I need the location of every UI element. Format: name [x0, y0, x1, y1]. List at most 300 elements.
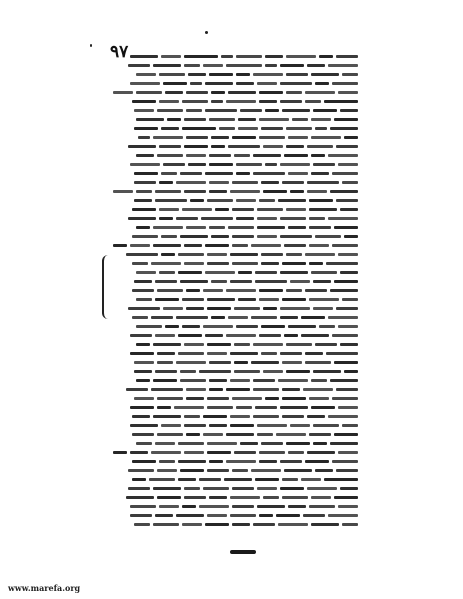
ink-word [207, 199, 233, 202]
ink-word [257, 217, 277, 220]
ink-word [155, 298, 179, 301]
ink-word [199, 478, 221, 481]
ink-word [153, 136, 183, 139]
manuscript-line [113, 295, 358, 304]
ink-word [153, 379, 177, 382]
ink-word [136, 73, 156, 76]
ink-word [205, 334, 223, 337]
ink-word [259, 334, 281, 337]
ink-speck [90, 44, 92, 47]
ink-word [180, 235, 208, 238]
ink-word [303, 388, 333, 391]
ink-word [176, 217, 198, 220]
ink-word [157, 469, 177, 472]
ink-word [328, 415, 358, 418]
ink-word [184, 190, 206, 193]
ink-word [136, 298, 152, 301]
ink-word [324, 478, 358, 481]
ink-word [307, 487, 337, 490]
ink-word [253, 154, 281, 157]
ink-word [311, 271, 337, 274]
ink-word [184, 64, 200, 67]
ink-word [209, 154, 231, 157]
ink-word [334, 118, 358, 121]
ink-word [153, 487, 181, 490]
manuscript-line [113, 277, 358, 286]
ink-word [265, 109, 279, 112]
ink-word [236, 82, 254, 85]
ink-word [134, 280, 152, 283]
ink-word [265, 55, 283, 58]
ink-word [234, 451, 256, 454]
ink-word [232, 244, 248, 247]
ink-word [190, 199, 204, 202]
ink-word [128, 64, 150, 67]
ink-word [313, 424, 339, 427]
ink-word [205, 244, 229, 247]
ink-word [280, 217, 306, 220]
manuscript-line [113, 250, 358, 259]
ink-word [315, 235, 341, 238]
ink-word [288, 172, 308, 175]
manuscript-line [113, 304, 358, 313]
ink-word [290, 280, 310, 283]
ink-word [130, 352, 154, 355]
ink-word [280, 271, 308, 274]
ink-word [203, 64, 223, 67]
ink-word [226, 100, 256, 103]
ink-word [203, 289, 223, 292]
ink-word [332, 334, 358, 337]
ink-word [286, 91, 302, 94]
ink-word [286, 73, 308, 76]
ink-word [234, 154, 250, 157]
ink-word [155, 370, 177, 373]
ink-word [205, 172, 233, 175]
watermark: www.marefa.org [8, 583, 81, 593]
ink-word [155, 199, 187, 202]
ink-word [276, 433, 306, 436]
ink-word [130, 244, 150, 247]
ink-word [136, 226, 150, 229]
manuscript-line [113, 349, 358, 358]
manuscript-line [113, 124, 358, 133]
ink-word [182, 208, 212, 211]
ink-word [226, 334, 256, 337]
ink-word [282, 298, 306, 301]
ink-word [278, 199, 306, 202]
ink-word [236, 73, 250, 76]
ink-word [301, 334, 329, 337]
manuscript-line [113, 457, 358, 466]
ink-word [184, 496, 206, 499]
ink-word [230, 415, 250, 418]
ink-word [263, 307, 277, 310]
ink-word [199, 505, 229, 508]
ink-word [286, 442, 310, 445]
ink-word [259, 100, 277, 103]
manuscript-line [113, 385, 358, 394]
ink-word [165, 91, 183, 94]
ink-word [288, 451, 304, 454]
ink-word [113, 244, 127, 247]
ink-word [313, 163, 335, 166]
ink-word [153, 244, 181, 247]
ink-word [136, 154, 154, 157]
ink-word [236, 325, 258, 328]
manuscript-line [113, 223, 358, 232]
ink-word [284, 469, 312, 472]
ink-word [211, 235, 229, 238]
ink-word [315, 82, 329, 85]
ink-word [161, 127, 179, 130]
ink-word [332, 460, 358, 463]
manuscript-line [113, 286, 358, 295]
ink-word [259, 199, 275, 202]
ink-word [280, 487, 304, 490]
ink-word [205, 109, 237, 112]
ink-word [305, 253, 335, 256]
manuscript-line [113, 412, 358, 421]
ink-word [344, 136, 358, 139]
ink-word [332, 82, 358, 85]
ink-word [161, 235, 177, 238]
ink-word [330, 379, 358, 382]
ink-word [228, 316, 248, 319]
ink-word [301, 316, 325, 319]
ink-word [209, 118, 235, 121]
ink-word [163, 307, 183, 310]
ink-word [136, 271, 156, 274]
ink-word [286, 145, 304, 148]
ink-word [134, 361, 154, 364]
ink-word [305, 460, 329, 463]
manuscript-line [113, 88, 358, 97]
ink-word [186, 226, 206, 229]
ink-word [149, 478, 175, 481]
ink-word [305, 100, 321, 103]
ink-word [307, 181, 339, 184]
ink-word [288, 325, 316, 328]
ink-word [311, 523, 339, 526]
ink-word [130, 406, 154, 409]
ink-word [207, 253, 227, 256]
manuscript-line [113, 322, 358, 331]
ink-word [226, 460, 256, 463]
ink-word [176, 181, 206, 184]
ink-word [234, 343, 250, 346]
ink-word [259, 451, 285, 454]
ink-word [209, 226, 225, 229]
ink-word [234, 307, 260, 310]
ink-word [230, 253, 258, 256]
ink-word [328, 316, 358, 319]
manuscript-line [113, 52, 358, 61]
ink-word [338, 406, 358, 409]
ink-word [153, 415, 181, 418]
ink-word [161, 253, 175, 256]
ink-word [236, 172, 250, 175]
ink-word [338, 163, 358, 166]
ink-word [309, 433, 331, 436]
ink-word [253, 415, 279, 418]
ink-word [228, 91, 256, 94]
ink-word [232, 487, 254, 490]
ink-word [342, 298, 358, 301]
ink-word [236, 217, 254, 220]
ink-word [136, 325, 162, 328]
ink-word [261, 352, 277, 355]
ink-word [232, 136, 256, 139]
ink-word [230, 424, 254, 427]
manuscript-line [113, 205, 358, 214]
ink-word [261, 442, 283, 445]
ink-word [188, 73, 206, 76]
ink-word [280, 316, 298, 319]
ink-word [340, 109, 358, 112]
ink-word [180, 469, 204, 472]
ink-word [207, 307, 231, 310]
ink-word [334, 280, 358, 283]
ink-word [342, 181, 358, 184]
ink-word [240, 109, 262, 112]
ink-word [159, 208, 179, 211]
ink-word [303, 514, 325, 517]
ink-word [178, 253, 204, 256]
manuscript-line [113, 259, 358, 268]
marginal-note [102, 255, 118, 319]
ink-word [209, 424, 227, 427]
ink-word [309, 217, 325, 220]
ink-word [186, 388, 206, 391]
ink-word [330, 190, 358, 193]
ink-word [282, 181, 304, 184]
ink-word [178, 334, 202, 337]
ink-word [257, 424, 287, 427]
ink-word [155, 334, 175, 337]
ink-word [280, 100, 302, 103]
ink-word [309, 226, 331, 229]
ink-word [259, 460, 277, 463]
ink-word [167, 118, 181, 121]
ink-word [259, 298, 279, 301]
manuscript-line [113, 484, 358, 493]
ink-word [230, 190, 260, 193]
ink-word [132, 100, 156, 103]
ink-word [134, 370, 152, 373]
ink-word [278, 523, 308, 526]
ink-word [326, 352, 358, 355]
ink-word [130, 163, 160, 166]
ink-word [286, 343, 312, 346]
ink-word [332, 397, 358, 400]
ink-word [226, 289, 256, 292]
ink-word [153, 226, 183, 229]
ink-word [305, 352, 323, 355]
ink-word [203, 487, 229, 490]
ink-word [157, 109, 183, 112]
ink-word [224, 478, 252, 481]
ink-word [282, 388, 300, 391]
ink-word [136, 91, 162, 94]
ink-word [209, 460, 223, 463]
manuscript-line [113, 169, 358, 178]
ink-word [315, 127, 327, 130]
ink-word [157, 397, 183, 400]
manuscript-line [113, 331, 358, 340]
manuscript-line [113, 376, 358, 385]
ink-word [178, 460, 206, 463]
ink-word [184, 343, 204, 346]
ink-word [182, 298, 204, 301]
ink-word [253, 73, 283, 76]
ink-word [159, 100, 179, 103]
ink-word [236, 406, 252, 409]
ink-word [253, 388, 279, 391]
ink-word [282, 109, 310, 112]
ink-word [130, 424, 158, 427]
ink-word [211, 316, 225, 319]
ink-word [286, 253, 302, 256]
ink-word [226, 433, 254, 436]
ink-word [338, 253, 358, 256]
ink-word [132, 289, 154, 292]
ink-word [238, 118, 256, 121]
ink-word [184, 487, 200, 490]
manuscript-line [113, 70, 358, 79]
ink-word [230, 352, 258, 355]
ink-word [282, 361, 302, 364]
ink-word [265, 64, 277, 67]
ink-word [330, 127, 358, 130]
ink-word [307, 190, 327, 193]
ink-word [280, 460, 302, 463]
ink-word [126, 388, 148, 391]
ink-word [207, 397, 229, 400]
ink-word [253, 172, 285, 175]
ink-word [257, 82, 277, 85]
ink-word [186, 136, 208, 139]
ink-word [301, 478, 321, 481]
ink-word [205, 523, 229, 526]
ink-word [184, 145, 208, 148]
ink-word [134, 523, 150, 526]
ink-word [328, 154, 358, 157]
ink-speck [205, 31, 208, 34]
ink-word [234, 370, 260, 373]
ink-word [311, 379, 327, 382]
ink-word [153, 64, 181, 67]
ink-word [313, 442, 327, 445]
ink-word [336, 145, 358, 148]
ink-word [219, 127, 235, 130]
manuscript-line [113, 313, 358, 322]
ink-word [178, 478, 196, 481]
ink-word [159, 181, 173, 184]
ink-word [209, 163, 233, 166]
ink-word [134, 127, 158, 130]
ink-word [199, 370, 231, 373]
ink-word [232, 235, 254, 238]
ink-word [261, 325, 285, 328]
ink-word [132, 235, 158, 238]
ink-word [186, 433, 200, 436]
ink-word [126, 496, 154, 499]
ink-word [240, 442, 258, 445]
ink-word [159, 217, 173, 220]
ink-word [182, 100, 208, 103]
ink-word [309, 208, 337, 211]
ink-word [263, 145, 283, 148]
ink-word [211, 100, 223, 103]
ink-word [207, 469, 229, 472]
ink-word [315, 469, 333, 472]
ink-word [134, 199, 152, 202]
ink-word [132, 433, 154, 436]
ink-word [153, 343, 181, 346]
ink-word [159, 73, 185, 76]
ink-word [282, 397, 306, 400]
ink-word [230, 280, 252, 283]
ink-word [163, 163, 185, 166]
ink-word [180, 379, 206, 382]
ink-word [209, 73, 233, 76]
ink-word [136, 379, 150, 382]
ink-word [286, 127, 312, 130]
ink-word [344, 235, 358, 238]
ink-word [232, 505, 254, 508]
ink-word [340, 343, 358, 346]
ink-word [257, 433, 273, 436]
ink-word [340, 487, 358, 490]
ink-word [186, 154, 206, 157]
ink-word [259, 136, 285, 139]
manuscript-line [113, 142, 358, 151]
ink-word [278, 379, 308, 382]
ink-word [184, 424, 206, 427]
ink-word [280, 352, 302, 355]
ink-word [161, 424, 181, 427]
ink-word [207, 343, 231, 346]
ink-word [178, 352, 204, 355]
ink-word [128, 145, 156, 148]
ink-word [342, 73, 358, 76]
manuscript-line [113, 430, 358, 439]
ink-word [182, 325, 200, 328]
ink-word [186, 91, 208, 94]
ink-word [130, 82, 160, 85]
ink-word [184, 244, 202, 247]
ink-word [151, 316, 173, 319]
manuscript-text-block [113, 52, 358, 532]
manuscript-line [113, 511, 358, 520]
ink-word [257, 505, 285, 508]
ink-word [176, 316, 208, 319]
ink-word [284, 154, 308, 157]
ink-word [180, 280, 208, 283]
ink-word [280, 64, 304, 67]
ink-word [226, 64, 262, 67]
ink-word [328, 217, 358, 220]
ink-word [313, 280, 331, 283]
ink-word [130, 334, 152, 337]
ink-word [159, 460, 175, 463]
ink-word [226, 388, 250, 391]
ink-word [136, 118, 164, 121]
ink-word [211, 136, 229, 139]
ink-word [251, 244, 281, 247]
ink-word [180, 172, 202, 175]
